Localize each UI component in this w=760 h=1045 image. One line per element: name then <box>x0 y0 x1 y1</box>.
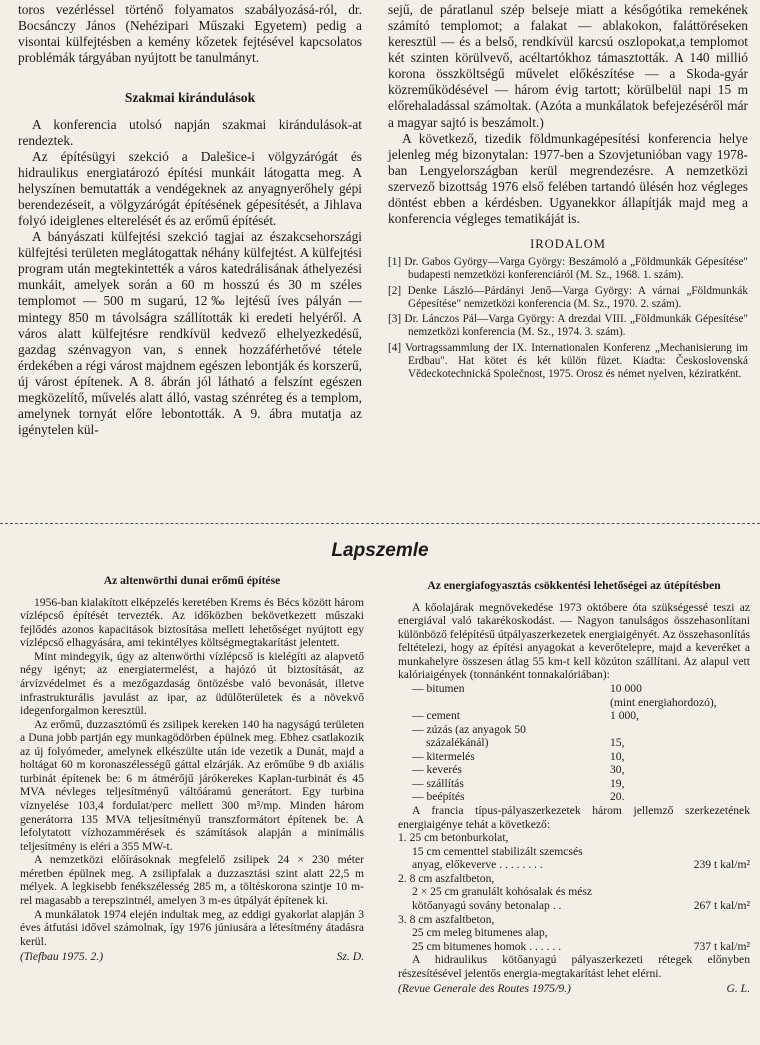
energy-row: — keverés 30, <box>412 763 625 777</box>
energy-row: — bitumen 10 000 <box>412 681 642 695</box>
paragraph: A bányászati külfejtési szekció tagjai az északcsehországi külfejtési területen meglátogattak néhány külfejtést. A külfejtési program után megtekintették a város katedrálisának áthelyezési munkáit, amelyek során a 60 m hosszú és 30 m széles templomot — 500 m sugarú, 12‰ lejtésű íves pályán — mintegy 850 m távolságra szállították ki eredeti helyéről. A város alatt külfejtésre rendkívül kedvező elhelyezkedésű, gazdag szénvagyon van, s ennek hozzáférhetővé tétele érdekében a régi várost majdnem egészen lebontják és korszerű, új várost építenek. A 8. ábrán jól látható a felszínt egészen megközelítő, művelés alatt álló, vastag szénréteg és a templom, amelynek tornyát előre lebontották. A 9. ábra mutatja az igénytelen kül- <box>18 229 362 438</box>
top-right-column <box>388 2 748 383</box>
energy-row: — cement 1 000, <box>412 709 639 723</box>
reference-item: [3] Dr. Lánczos Pál—Varga György: A drezdai VIII. „Földmunkák Gépesítése" nemzetközi konferencia (M. Sz., 1974. 3. szám). <box>388 313 748 339</box>
article-title: Az altenwörthi dunai erőmű építése <box>103 574 281 587</box>
paragraph: Az építésügyi szekció a Dalešice-i völgyzárógát és hidraulikus energiatározó építési munkáit látogatta meg. A helyszínen bemutatták a vendégeknek az anyagnyerőhely gépi berendezéseit, a völgyzárógát építésének gépesítését, a Jihlava folyó ideiglenes elterelését és az erőmű építését. <box>18 148 362 229</box>
energy-row: százalékánál) 15, <box>426 736 625 750</box>
section-divider <box>0 523 760 524</box>
reference-item: [4] Vortragssammlung der IX. Internationalen Konferenz „Mechanisierung im Erdbau". Hat kötet és két külön füzet. Kiadta: Československá Vědeckotechnická Společnost, 1975. Orosz és német nyelven, kéziratként. <box>388 341 748 380</box>
energy-row: — beépítés 20. <box>412 790 625 804</box>
pavement-row: 25 cm bitumenes homok . . . . . . 737 t kal/m² <box>412 939 750 953</box>
intro-paragraph: toros vezérléssel történő folyamatos szabályozásá-ról, dr. Bocsánczy János (Nehézipari Műszaki Egyetem) pedig a visontai külfejtésben a kemény kőzetek fejtésével kapcsolatos problémák tárgyában nyújtott be tanulmányt. <box>18 2 362 66</box>
pavement-row: 3. 8 cm aszfaltbeton, <box>398 912 495 926</box>
paragraph: A kőolajárak megnövekedése 1973 októbere óta szükségessé teszi az energiával való takarékoskodást. — Nagyon tanulságos összehasonlítani különböző felépítésű útpályaszerkezetek energiaigényét. Az összehasonlítás feltételezi, hogy az építési anyagokat a keverőtelepre, majd a keveréket a munkahelyre összesen átlag 55 km-t kell közúton szállítani. Az alapul vett kalóriaigények (tonnánként tonnakalóriában): <box>398 600 750 682</box>
pavement-row: 15 cm cementtel stabilizált szemcsés <box>412 844 583 858</box>
paragraph: A következő, tizedik földmunkagépesítési konferencia helye jelenleg még bizonytalan: 1977-ben a Szovjetunióban vagy 1978-ban Lengyelországban kerül megrendezésre. A nemzetközi szervező bizottság 1976 első felében tartandó ülésén hoz végleges döntést ebben a kérdésben. Ugyanekkor állapítják majd meg a konferencia végleges tematikáját is. <box>388 130 748 227</box>
article-signature: Sz. D. <box>336 950 364 964</box>
article-title: Az energiafogyasztás csökkentési lehetőségei az útépítésben <box>427 579 721 592</box>
pavement-row: 1. 25 cm betonburkolat, <box>398 831 509 845</box>
paragraph: A francia típus-pályaszerkezetek három jellemző szerkezetének energiaigénye tehát a következő: <box>398 804 750 831</box>
paragraph: Mint mindegyik, úgy az altenwörthi vízlépcső is kielégíti az alapvető négy igényt; az energiatermelést, a hajózó út biztosítását, az árvízvédelmet és a mezőgazdaság öntözésbe való bevonását, illetve infrastrukturális javulást az ipar, az üdülőterületek és a növekvő idegenforgalmon keresztül. <box>20 649 364 718</box>
energy-row: (mint energiahordozó), <box>610 695 717 709</box>
article-altenworth <box>20 574 364 964</box>
paragraph: A konferencia utolsó napján szakmai kirándulások-at rendeztek. <box>18 116 362 148</box>
article-source-line <box>398 982 750 996</box>
reference-item: [1] Dr. Gabos György—Varga György: Beszámoló a „Földmunkák Gépesítése" budapesti nemzetközi konferenciáról (M. Sz., 1968. 1. szám). <box>388 256 748 282</box>
pavement-row: anyag, előkeverve . . . . . . . . 239 t kal/m² <box>412 858 750 872</box>
paragraph: A nemzetközi előírásoknak megfelelő zsilipek 24 × 230 méter méretben épülnek meg. A zsilipfalak a duzzasztási szint alatt 22,5 m mélyek. A legkisebb fenékszélesség 285 m, a töltéskorona szintje 10 m-rel magasabb a terepszintnél, amelyen 3 m-es útpályát építenek ki. <box>20 853 364 907</box>
lapszemle-heading: Lapszemle <box>331 540 429 561</box>
article-source-line <box>20 950 364 964</box>
pavement-row: kötőanyagú sovány betonalap . . 267 t kal/m² <box>412 898 750 912</box>
paragraph: 1956-ban kialakított elképzelés keretében Krems és Bécs között három vízlépcső építését tervezték. Az időközben bekövetkezett műszaki fejlődés azonos kapacitások biztosítása mellett lehetőséget nyújtott egy vízlépcső elhagyására, ami tekintélyes költségmegtakarítást jelentett. <box>20 595 364 650</box>
article-source: (Revue Generale des Routes 1975/9.) <box>398 982 571 996</box>
references-title: IRODALOM <box>530 237 606 252</box>
pavement-row: 25 cm meleg bitumenes alap, <box>412 926 548 940</box>
section-title: Szakmai kirándulások <box>124 90 256 106</box>
reference-item: [2] Denke László—Párdányi Jenő—Varga György: A várnai „Földmunkák Gépesítése" nemzetközi konferencia (M. Sz., 1970. 2. szám). <box>388 284 748 310</box>
energy-row: — zúzás (az anyagok 50 <box>412 722 526 736</box>
energy-table <box>398 682 750 804</box>
article-signature: G. L. <box>726 982 750 996</box>
pavement-row: 2 × 25 cm granulált kohósalak és mész <box>412 885 593 899</box>
article-energy <box>398 579 750 996</box>
article-source: (Tiefbau 1975. 2.) <box>20 950 104 964</box>
continued-paragraph: sejű, de páratlanul szép belseje miatt a későgótika remekének számító templomot; a falakat — ablakokon, faláttöréseken keresztül — és a belső, rendkívül karcsú oszlopokat,a templomot két szinten körülvevő, acéltartókhoz támasztották. A 140 millió korona összköltségű művelet előkészítése — a Skoda-gyár közreműködésével — három évig tartott; körülbelül napi 15 m előrehaladással számoltak. (Azóta a munkálatok befejezéséről már a magyar sajtó is beszámolt.) <box>388 2 748 130</box>
paragraph: A munkálatok 1974 elején indultak meg, az eddigi gyakorlat alapján 3 éves átfutási idővel számolnak, így 1976 júniusára a létesítmény átadásra kerül. <box>20 907 364 948</box>
paragraph: A hidraulikus kötőanyagú pályaszerkezeti rétegek előnyben részesítésével jelentős energia-megtakarítást lehet elérni. <box>398 953 750 980</box>
pavement-list <box>398 831 750 953</box>
pavement-row: 2. 8 cm aszfaltbeton, <box>398 871 495 885</box>
top-left-column <box>18 2 362 438</box>
energy-row: — kitermelés 10, <box>412 749 625 763</box>
energy-row: — szállítás 19, <box>412 776 625 790</box>
paragraph: Az erőmű, duzzasztómű és zsilipek kereken 140 ha nagyságú területen a Duna jobb partján egy munkagödörben épülnek meg. Ebhez csatlakozik az új folyómeder, amelynek elkészülte után ide vezetik a Dunát, majd a holtágat 60 m koronaszélességű gáttal elzárják. Az erőműbe 9 db axiális turbinát építenek be: 6 m átmérőjű járókerekes Kaplan-turbinát és 45 MVA névleges teljesítményű váltóáramú generátort. Egy turbina víznyelése 103,4 fordulat/perc mellett 300 m³/mp. Minden három generátorra 135 MVA teljesítményű transzformátort építenek be. A lefolytatott vízhozammérések és számítások alapján a minimális teljesítmény is eléri a 355 MW-t. <box>20 717 364 853</box>
